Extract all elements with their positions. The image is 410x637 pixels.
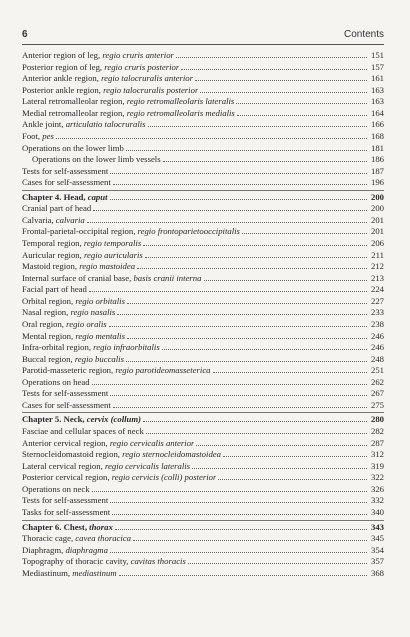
toc-entry [22, 438, 384, 450]
toc-page-number: 224 [370, 284, 384, 295]
toc-entry [22, 449, 384, 461]
toc-page-number: 201 [370, 214, 384, 225]
toc-entry [22, 507, 384, 519]
toc-page-number: 267 [370, 388, 384, 399]
toc-entry-title [22, 495, 108, 507]
dot-leader [195, 79, 367, 81]
toc-entry-latin-term: regio oralis [66, 318, 107, 329]
toc-page-number: 319 [370, 460, 384, 471]
toc-page-number: 345 [370, 533, 384, 544]
toc-entry-latin-term: articulatio talocruralis [65, 119, 146, 130]
toc-entry [22, 342, 384, 354]
toc-entry-text: Temporal region, [22, 238, 84, 248]
toc-entry [22, 568, 384, 580]
dot-leader [87, 221, 367, 223]
toc-entry-text: Ankle joint, [22, 119, 66, 130]
toc-entry-text: Anterior cervical region, [22, 437, 110, 448]
dot-leader [113, 406, 367, 408]
toc-entry-title [22, 177, 111, 189]
toc-page-number: 227 [370, 295, 384, 306]
toc-page-number: 357 [370, 556, 384, 567]
toc-entry-text: Mental region, [22, 330, 76, 341]
toc-entry-title [22, 556, 186, 568]
toc-entry [22, 226, 384, 238]
dot-leader [109, 325, 367, 327]
toc-entry [22, 365, 384, 377]
toc-entry-title [22, 96, 234, 108]
toc-entry-text: Facial part of head [22, 284, 87, 295]
toc-entry-title [22, 414, 141, 426]
toc-entry-text: Diaphragm, [22, 544, 66, 555]
toc-entry-title [22, 568, 117, 580]
toc-entry-latin-term: regio mastoidea [79, 261, 136, 272]
toc-entry [22, 426, 384, 438]
toc-page-number: 322 [370, 472, 384, 483]
toc-entry-latin-term: caput [87, 191, 108, 202]
toc-entry [22, 377, 384, 389]
toc-entry-latin-term: thorax [89, 521, 113, 532]
toc-entry-latin-term: regio cervicis (colli) posterior [111, 472, 217, 483]
toc-page-number: 157 [370, 61, 384, 72]
table-of-contents [22, 50, 384, 579]
toc-entry-title [22, 296, 125, 308]
toc-page-number: 200 [370, 203, 384, 214]
toc-entry-title [22, 365, 211, 377]
dot-leader [127, 302, 367, 304]
toc-page-number: 211 [371, 249, 384, 260]
toc-entry-title [22, 73, 193, 85]
toc-entry-title [22, 545, 108, 557]
toc-entry-text: Chapter 5. Neck, [22, 414, 87, 425]
toc-entry-title [22, 461, 190, 473]
dot-leader [162, 348, 367, 350]
toc-entry [22, 108, 384, 120]
toc-entry-title [22, 307, 115, 319]
toc-page-number: 201 [370, 226, 384, 237]
page-number: 6 [22, 29, 28, 40]
toc-page-number: 368 [370, 567, 384, 578]
toc-entry-title [22, 438, 194, 450]
toc-entry-text: Topography of thoracic cavity, [22, 556, 131, 567]
toc-entry-text: Operations on the lower limb vessels [32, 154, 161, 165]
toc-entry [22, 319, 384, 331]
toc-entry-text: Internal surface of cranial base, [22, 272, 134, 283]
toc-entry-latin-term: regio nasalis [70, 307, 116, 318]
toc-page-number: 251 [370, 365, 384, 376]
toc-entry-title [22, 426, 144, 438]
toc-entry-text: Posterior region of leg, [22, 61, 105, 72]
toc-chapter-heading [22, 522, 384, 534]
dot-leader [93, 209, 367, 211]
toc-page-number: 343 [370, 521, 384, 532]
toc-entry [22, 484, 384, 496]
toc-entry-text: Anterior region of leg, [22, 50, 103, 60]
toc-entry [22, 273, 384, 285]
toc-page-number: 340 [370, 506, 384, 517]
toc-entry-text: Mediastinum, [22, 567, 73, 578]
toc-entry-text: Calvaria, [22, 214, 56, 225]
toc-page-number: 200 [370, 191, 384, 202]
toc-page-number: 287 [370, 437, 384, 448]
toc-entry-title [22, 342, 160, 354]
section-divider [22, 412, 384, 413]
toc-entry-title [22, 192, 108, 204]
toc-entry-title [22, 203, 91, 215]
toc-entry-title [22, 319, 107, 331]
toc-page-number: 282 [370, 426, 384, 436]
toc-entry-title [22, 154, 161, 166]
section-divider [22, 520, 384, 521]
dot-leader [176, 56, 367, 58]
dot-leader [223, 455, 367, 457]
toc-entry-text: Anterior ankle region, [22, 73, 102, 84]
toc-entry [22, 545, 384, 557]
toc-entry [22, 296, 384, 308]
toc-entry-text: Tests for self-assessment [22, 165, 109, 176]
toc-page-number: 187 [370, 165, 384, 176]
dot-leader [113, 183, 367, 185]
toc-entry-latin-term: regio cervicalis anterior [109, 437, 195, 448]
toc-entry-text: Oral region, [22, 318, 67, 329]
dot-leader [92, 383, 367, 385]
toc-page-number: 248 [370, 353, 384, 364]
toc-entry [22, 203, 384, 215]
toc-entry-latin-term: cervix (collum) [86, 414, 142, 425]
toc-entry-text: Medial retromalleolar region, [22, 107, 127, 118]
toc-entry-text: Foot, [22, 130, 43, 141]
toc-entry [22, 62, 384, 74]
dot-leader [115, 528, 367, 530]
toc-page-number: 354 [370, 544, 384, 555]
toc-entry-text: Operations on the lower limb [22, 142, 124, 153]
toc-entry [22, 495, 384, 507]
toc-entry-title [22, 533, 131, 545]
toc-entry [22, 238, 384, 250]
toc-entry-text: Operations on neck [22, 483, 90, 494]
toc-entry-title [22, 507, 110, 519]
dot-leader [126, 149, 367, 151]
toc-entry-latin-term: regio cruris posterior [104, 61, 180, 72]
toc-page-number: 238 [370, 318, 384, 329]
toc-entry-title [22, 166, 108, 178]
toc-entry-text: Chapter 6. Chest, [22, 521, 90, 532]
toc-entry-latin-term: regio cervicalis lateralis [104, 460, 191, 471]
toc-page-number: 332 [370, 495, 384, 506]
toc-page-number: 233 [370, 307, 384, 318]
header-rule [22, 44, 384, 45]
toc-page-number: 164 [370, 107, 384, 118]
toc-entry [22, 177, 384, 189]
toc-page-number: 213 [370, 272, 384, 283]
toc-entry-text: Frontal-parietal-occipital region, [22, 226, 138, 237]
toc-entry-latin-term: mediastinum [72, 567, 117, 578]
toc-entry-text: Thoracic cage, [22, 533, 76, 544]
dot-leader [242, 232, 367, 234]
toc-entry-title [22, 50, 174, 62]
toc-entry [22, 50, 384, 62]
toc-entry [22, 307, 384, 319]
toc-entry-text: Posterior cervical region, [22, 472, 112, 483]
toc-entry [22, 215, 384, 227]
toc-entry-title [22, 388, 108, 400]
dot-leader [145, 256, 367, 258]
toc-entry-text: Mastoid region, [22, 261, 80, 272]
dot-leader [143, 420, 367, 422]
toc-entry-text: Cases for self-assessment [22, 399, 111, 410]
dot-leader [56, 137, 367, 139]
dot-leader [92, 490, 367, 492]
toc-page-number: 312 [370, 449, 384, 460]
dot-leader [89, 290, 367, 292]
dot-leader [126, 360, 367, 362]
toc-entry [22, 73, 384, 85]
toc-page-number: 163 [370, 96, 384, 107]
toc-entry-latin-term: cavitas thoracis [130, 556, 186, 567]
toc-entry-latin-term: regio infraorbitalis [93, 342, 160, 353]
toc-entry-latin-term: regio talocruralis posterior [103, 84, 199, 95]
dot-leader [148, 125, 367, 127]
toc-entry [22, 154, 384, 166]
toc-entry-latin-term: regio cruris anterior [102, 50, 174, 60]
toc-entry-title [22, 449, 221, 461]
toc-entry-title [22, 62, 179, 74]
toc-entry-latin-term: regio talocruralis anterior [101, 73, 193, 84]
toc-entry-title [22, 377, 90, 389]
toc-page-number: 206 [370, 238, 384, 248]
toc-entry-title [22, 522, 113, 534]
toc-entry [22, 284, 384, 296]
dot-leader [213, 371, 367, 373]
toc-entry [22, 85, 384, 97]
toc-entry-latin-term: regio auricularis [84, 249, 143, 260]
toc-entry-text: Sternocleidomastoid region, [22, 449, 123, 460]
dot-leader [133, 539, 367, 541]
toc-entry-title [22, 85, 198, 97]
toc-entry-title [22, 472, 216, 484]
toc-entry [22, 400, 384, 412]
toc-entry-title [22, 484, 90, 496]
toc-entry-latin-term: regio retromalleolaris lateralis [126, 96, 235, 107]
dot-leader [181, 68, 367, 70]
toc-entry [22, 472, 384, 484]
toc-entry-title [22, 331, 125, 343]
toc-entry-text: Cases for self-assessment [22, 177, 111, 188]
toc-entry [22, 461, 384, 473]
toc-entry [22, 261, 384, 273]
toc-page-number: 212 [370, 261, 384, 272]
toc-page-number: 168 [370, 130, 384, 141]
toc-entry-text: Chapter 4. Head, [22, 191, 88, 202]
toc-entry-title [22, 108, 235, 120]
dot-leader [110, 551, 367, 553]
dot-leader [117, 313, 367, 315]
toc-entry-text: Tests for self-assessment [22, 495, 109, 506]
toc-entry-title [22, 215, 85, 227]
running-header [22, 29, 384, 43]
dot-leader [218, 478, 367, 480]
toc-entry [22, 556, 384, 568]
toc-entry-title [22, 143, 124, 155]
toc-chapter-heading [22, 192, 384, 204]
dot-leader [146, 432, 367, 434]
toc-entry-text: Tests for self-assessment [22, 388, 109, 399]
toc-page-number: 262 [370, 376, 384, 387]
dot-leader [204, 279, 368, 281]
dot-leader [110, 172, 367, 174]
toc-entry-title [22, 354, 124, 366]
toc-page-number: 166 [370, 119, 384, 130]
toc-page-number: 246 [370, 330, 384, 341]
toc-entry-title [22, 400, 111, 412]
dot-leader [188, 562, 367, 564]
toc-entry-text: Buccal region, [22, 353, 75, 364]
toc-entry-text: Parotid-masseteric region, [22, 365, 116, 376]
toc-entry-latin-term: regio temporalis [83, 238, 142, 248]
dot-leader [119, 574, 367, 576]
toc-entry-title [22, 284, 87, 296]
toc-entry-latin-term: pes [42, 130, 54, 141]
toc-entry-text: Fasciae and cellular spaces of neck [22, 426, 144, 436]
toc-entry [22, 166, 384, 178]
dot-leader [163, 160, 367, 162]
toc-entry-title [22, 226, 240, 238]
toc-entry [22, 250, 384, 262]
toc-page-number: 161 [370, 73, 384, 84]
toc-entry-text: Orbital region, [22, 295, 76, 306]
toc-page-number: 151 [370, 50, 384, 60]
dot-leader [200, 91, 367, 93]
toc-page-number: 280 [370, 414, 384, 425]
dot-leader [192, 467, 367, 469]
toc-entry-latin-term: regio retromalleolaris medialis [126, 107, 235, 118]
toc-entry [22, 131, 384, 143]
toc-entry [22, 354, 384, 366]
dot-leader [110, 501, 367, 503]
toc-entry-text: Operations on head [22, 376, 90, 387]
toc-page-number: 246 [370, 342, 384, 353]
dot-leader [196, 444, 367, 446]
toc-entry-text: Posterior ankle region, [22, 84, 104, 95]
toc-entry-latin-term: calvaria [55, 214, 85, 225]
toc-entry-title [22, 273, 202, 285]
toc-page-number: 181 [370, 142, 384, 153]
dot-leader [110, 394, 367, 396]
toc-entry-latin-term: cavea thoracica [75, 533, 132, 544]
toc-entry-latin-term: regio frontoparietooccipitalis [137, 226, 240, 237]
toc-page-number: 275 [370, 399, 384, 410]
toc-entry-latin-term: regio parotideomasseterica [115, 365, 211, 376]
dot-leader [110, 198, 367, 200]
dot-leader [127, 337, 367, 339]
toc-entry-latin-term: regio mentalis [75, 330, 125, 341]
toc-page-number: 186 [370, 154, 384, 165]
toc-entry-title [22, 119, 146, 131]
toc-entry [22, 96, 384, 108]
toc-entry-latin-term: regio sternocleidomastoidea [122, 449, 221, 460]
toc-entry-title [22, 261, 135, 273]
toc-entry-latin-term: regio buccalis [74, 353, 124, 364]
toc-page-number: 326 [370, 483, 384, 494]
toc-entry-text: Nasal region, [22, 307, 71, 318]
toc-page-number: 163 [370, 84, 384, 95]
dot-leader [237, 114, 367, 116]
toc-entry-title [22, 250, 143, 262]
toc-entry-title [22, 131, 54, 143]
toc-entry-text: Infra-orbital region, [22, 342, 94, 353]
toc-entry [22, 331, 384, 343]
dot-leader [112, 513, 367, 515]
toc-entry-latin-term: basis cranii interna [133, 272, 202, 283]
toc-entry [22, 119, 384, 131]
toc-entry-text: Cranial part of head [22, 203, 92, 214]
toc-chapter-heading [22, 414, 384, 426]
dot-leader [143, 244, 367, 246]
toc-entry-text: Auricular region, [22, 249, 84, 260]
toc-entry-latin-term: diaphragma [65, 544, 108, 555]
toc-entry [22, 143, 384, 155]
toc-entry [22, 533, 384, 545]
toc-entry-text: Lateral cervical region, [22, 460, 105, 471]
toc-entry-text: Tasks for self-assessment [22, 506, 111, 517]
toc-entry-text: Lateral retromalleolar region, [22, 96, 127, 107]
toc-entry-latin-term: regio orbitalis [75, 295, 125, 306]
toc-entry-title [22, 238, 141, 250]
section-divider [22, 190, 384, 191]
dot-leader [137, 267, 367, 269]
toc-page-number: 196 [370, 177, 384, 188]
running-title: Contents [343, 29, 384, 40]
dot-leader [236, 102, 367, 104]
toc-entry [22, 388, 384, 400]
